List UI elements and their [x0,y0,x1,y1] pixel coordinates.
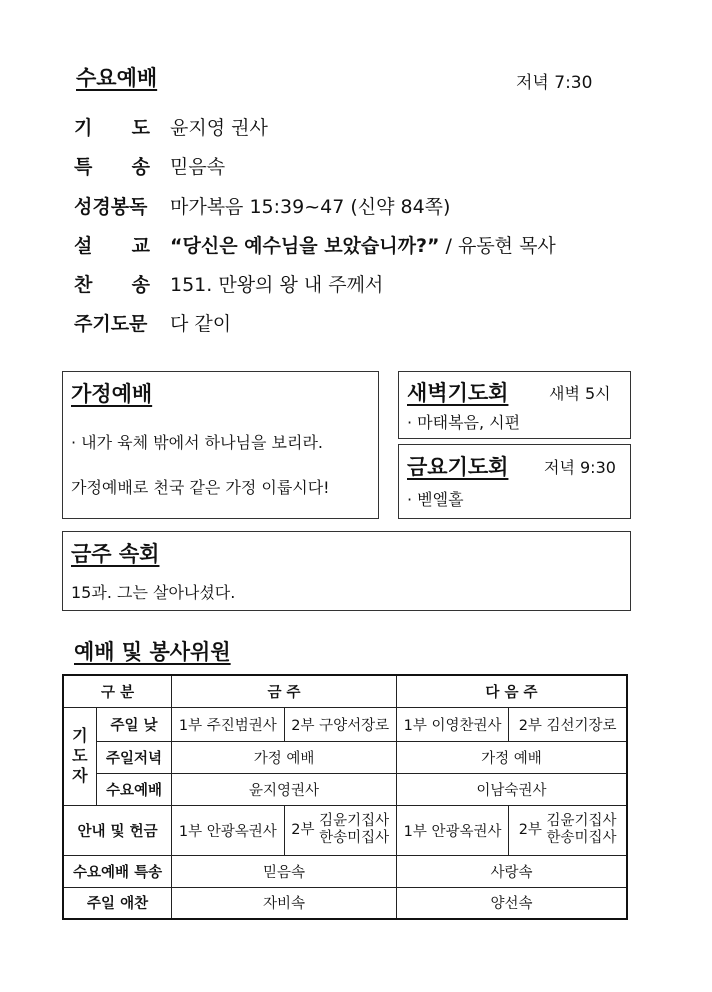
table-row [63,805,627,855]
header-category: 구 분 [63,675,172,707]
table-cell: 믿음속 [172,855,397,887]
dawn-prayer-box [398,371,631,439]
friday-prayer-title: 금요기도회 [407,455,509,479]
family-worship-slogan: 가정예배로 천국 같은 가정 이룹시다! [71,478,330,497]
committee-table [62,674,628,920]
table-row [63,773,627,805]
table-cell: 2부 구양서장로 [284,707,396,741]
sermon-title: “당신은 예수님을 보았습니까?” [170,234,440,257]
row-value: 윤지영 권사 [170,116,268,139]
table-row [63,887,627,919]
table-header-row [63,675,627,707]
row-label: 성경봉독 [74,195,148,218]
table-cell: 이남숙권사 [396,773,627,805]
family-worship-title: 가정예배 [71,382,153,406]
table-cell: 1부 안광옥권사 [172,805,284,855]
table-cell: 자비속 [172,887,397,919]
row-label: 수요예배 특송 [63,855,172,887]
table-cell [509,805,627,855]
dawn-prayer-text: · 마태복음, 시편 [407,413,521,432]
row-label: 특 송 [74,155,150,178]
row-lords-prayer [74,307,231,337]
row-value: 151. 만왕의 왕 내 주께서 [170,273,384,296]
friday-prayer-time: 저녁 9:30 [544,458,616,477]
table-cell: 가정 예배 [172,741,397,773]
cell-stack: 김윤기집사 한송미집사 [546,813,617,846]
row-value: 마가복음 15:39~47 (신약 84쪽) [170,195,451,218]
weekly-group-title: 금주 속회 [71,542,160,566]
table-cell: 2부 김선기장로 [509,707,627,741]
row-label: 주일 애찬 [63,887,172,919]
family-worship-verse: · 내가 육체 밖에서 하나님을 보리라. [71,433,323,452]
header-next-week: 다 음 주 [396,675,627,707]
cell-prefix: 2부 [518,822,542,838]
table-cell: 사랑속 [396,855,627,887]
row-hymn [74,268,383,298]
table-row [63,741,627,773]
weekly-group-text: 15과. 그는 살아나셨다. [71,583,236,602]
row-value: 믿음속 [170,155,226,178]
table-cell [284,805,396,855]
row-prayer [74,111,268,141]
header-this-week: 금 주 [172,675,397,707]
friday-prayer-text: · 벧엘홀 [407,490,464,509]
row-label: 안내 및 헌금 [63,805,172,855]
row-value [170,231,556,258]
row-special-song [74,150,225,180]
cell-prefix: 2부 [291,822,315,838]
dawn-prayer-time: 새벽 5시 [549,384,611,403]
table-row [63,855,627,887]
table-cell: 1부 안광옥권사 [396,805,508,855]
row-label: 기 도 [74,116,150,139]
cell-stack: 김윤기집사 한송미집사 [319,813,390,846]
row-sermon [74,229,556,259]
row-scripture [74,190,450,220]
row-label: 주기도문 [74,312,148,335]
row-label: 주일 낮 [96,707,171,741]
committee-title: 예배 및 봉사위원 [74,640,231,664]
wednesday-service-title: 수요예배 [76,66,158,90]
table-cell: 가정 예배 [396,741,627,773]
table-row [63,707,627,741]
row-label: 설 교 [74,234,150,257]
row-label: 주일저녁 [96,741,171,773]
sermon-preacher: / 유동현 목사 [439,234,556,257]
table-cell: 1부 이영찬권사 [396,707,508,741]
family-worship-box [62,371,379,519]
wednesday-service-time: 저녁 7:30 [516,73,593,93]
row-value: 다 같이 [170,312,232,335]
prayer-label: 기도자 [63,707,96,805]
weekly-group-box [62,531,631,611]
table-cell: 양선속 [396,887,627,919]
table-cell: 윤지영권사 [172,773,397,805]
table-cell: 1부 주진범권사 [172,707,284,741]
friday-prayer-box [398,444,631,519]
row-label: 찬 송 [74,273,150,296]
dawn-prayer-title: 새벽기도회 [407,381,509,405]
row-label: 수요예배 [96,773,171,805]
